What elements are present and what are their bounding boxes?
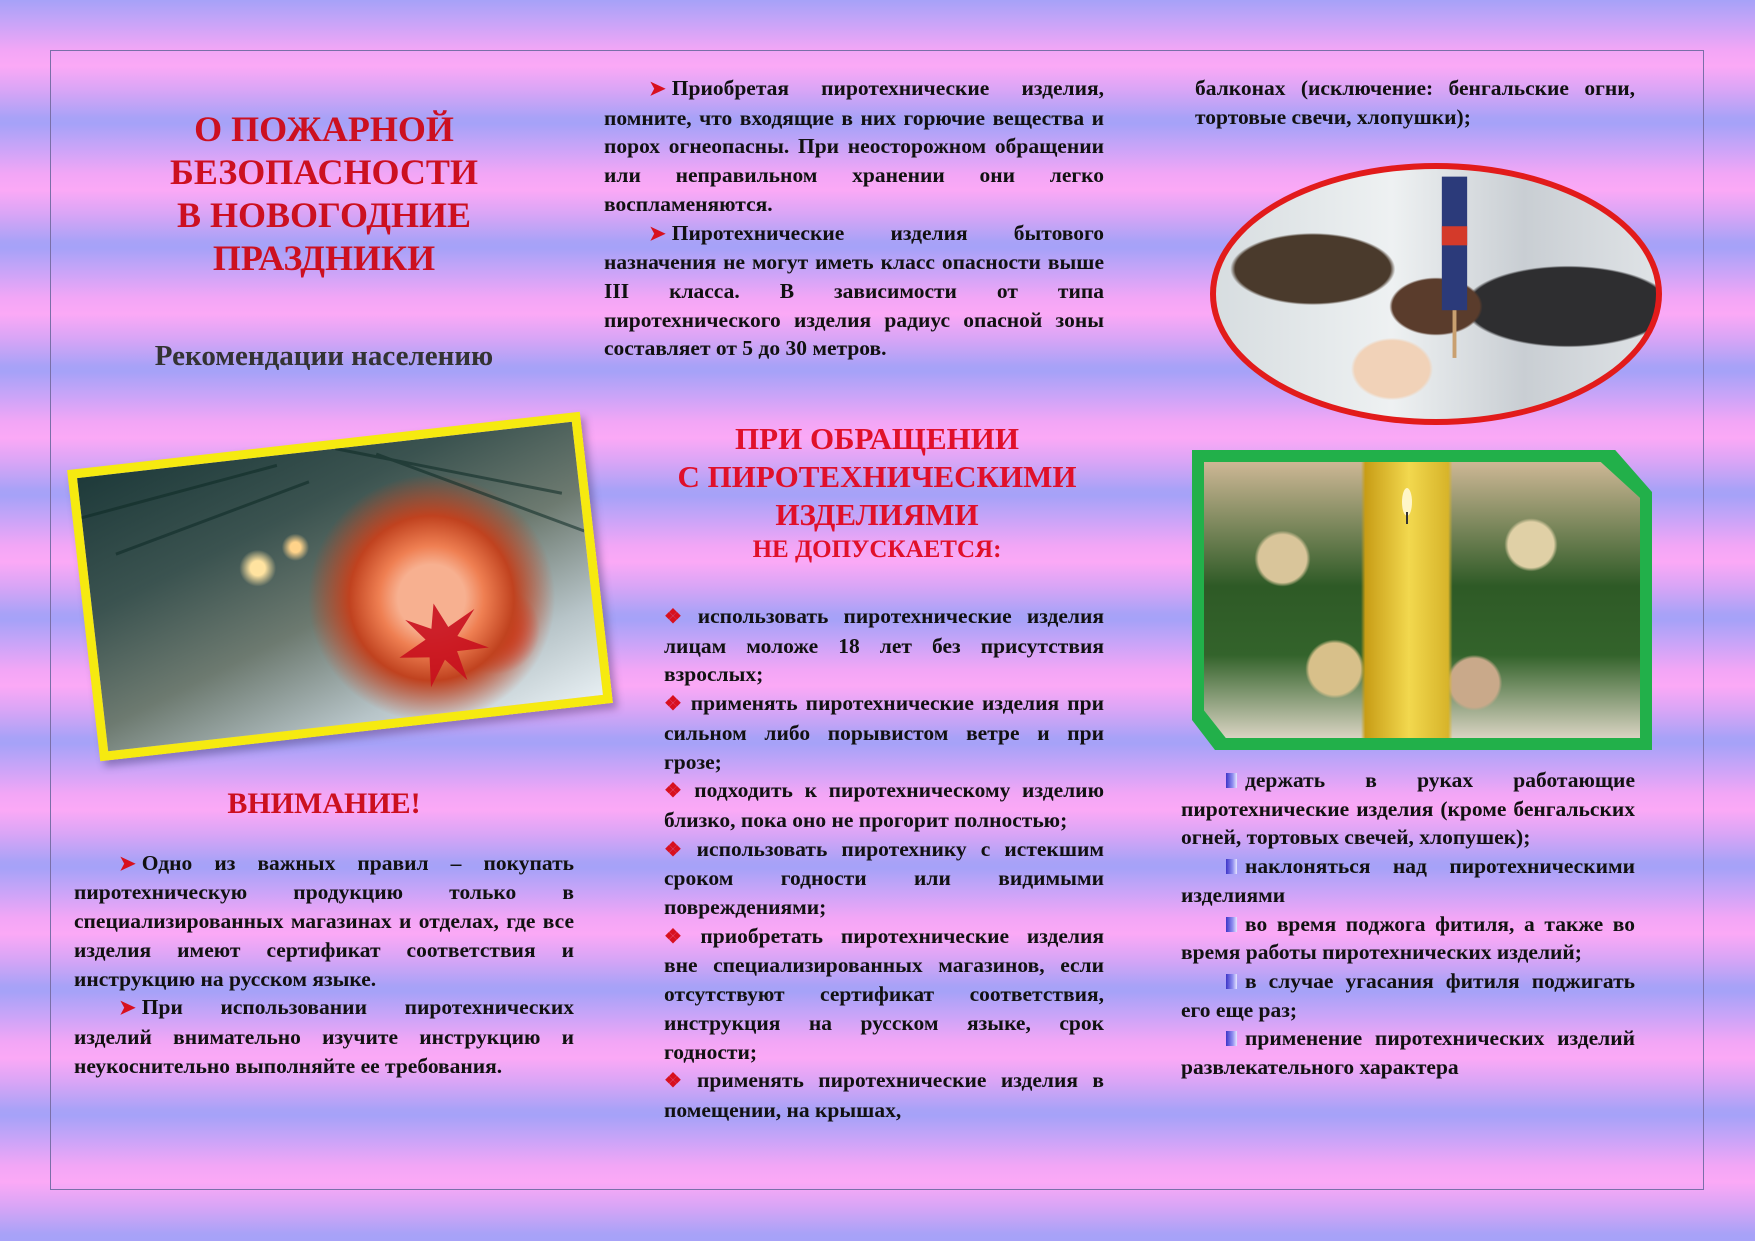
middle-column-top (604, 74, 1104, 363)
square-bullet-icon (1226, 1031, 1237, 1046)
heading-line: ПРИ ОБРАЩЕНИИ (735, 421, 1019, 456)
list-item: ❖ использовать пиротехнические изделия лицам моложе 18 лет без присутствия взрослых; (664, 604, 1104, 687)
square-bullet-icon (1226, 859, 1237, 874)
arrow-bullet-icon: ➤ (119, 852, 136, 875)
diamond-bullet-icon: ❖ (664, 693, 685, 716)
heading-line: ИЗДЕЛИЯМИ (775, 497, 979, 532)
prohibited-heading (630, 420, 1124, 566)
info-paragraph: ➤ Приобретая пиротехнические изделия, помните, что входящие в них горючие вещества и порох огнеопасны. При неосторожном обращении или неправильном хранении они легко воспламеняются. (604, 76, 1104, 216)
arrow-bullet-icon: ➤ (649, 78, 666, 100)
info-paragraph: ➤ Пиротехнические изделия бытового назначения не могут иметь класс опасности выше III класса. В зависимости от типа пиротехнического изделия радиус опасной зоны составляет от 5 до 30 метров. (604, 220, 1104, 361)
list-item: ❖ приобретать пиротехнические изделия вне специализированных магазинов, если отсутствуют сертификат соответствия, инструкция на русском языке, срок годности; (664, 923, 1104, 1064)
list-item: в случае угасания фитиля поджигать его еще раз; (1181, 968, 1635, 1022)
list-item: ❖ подходить к пиротехническому изделию близко, пока оно не прогорит полностью; (664, 778, 1104, 832)
arrow-bullet-icon: ➤ (649, 222, 666, 245)
continuation-text: балконах (исключение: бенгальские огни, тортовые свечи, хлопушки); (1195, 76, 1635, 129)
title-line: БЕЗОПАСНОСТИ (170, 152, 478, 192)
diamond-bullet-icon: ❖ (664, 606, 692, 628)
list-item: ❖ применять пиротехнические изделия при сильном либо порывистом ветре и при грозе; (664, 691, 1104, 774)
list-item: наклоняться над пиротехническими изделиями (1181, 854, 1635, 907)
list-item: держать в руках работающие пиротехнические изделия (кроме бенгальских огней, тортовых свечей, хлопушек); (1181, 768, 1635, 850)
fireworks-photo (1210, 163, 1662, 425)
heading-line: С ПИРОТЕХНИЧЕСКИМИ (677, 459, 1077, 494)
title-line: В НОВОГОДНИЕ (176, 195, 472, 235)
square-bullet-icon (1226, 773, 1237, 788)
right-column-top (1195, 74, 1635, 131)
square-bullet-icon (1226, 974, 1237, 989)
arrow-bullet-icon: ➤ (119, 997, 136, 1020)
ornament-star-icon (77, 422, 603, 752)
title-line: О ПОЖАРНОЙ (194, 109, 454, 149)
diamond-bullet-icon: ❖ (664, 838, 691, 861)
rule-paragraph: ➤ При использовании пиротехнических изделий внимательно изучите инструкцию и неукоснительно выполняйте ее требования. (74, 995, 574, 1078)
diamond-bullet-icon: ❖ (664, 925, 695, 948)
heading-sub: НЕ ДОПУСКАЕТСЯ: (752, 536, 1002, 563)
square-bullet-icon (1226, 917, 1237, 932)
brochure-subtitle: Рекомендации населению (154, 340, 494, 372)
left-column-lower (74, 787, 574, 1080)
firework-rocket-icon (1216, 169, 1656, 419)
prohibited-list (664, 602, 1104, 1125)
diamond-bullet-icon: ❖ (664, 1070, 691, 1093)
list-item: ❖ применять пиротехнические изделия в помещении, на крышах, (664, 1068, 1104, 1122)
candle-flame-icon (1204, 462, 1640, 738)
list-item: применение пиротехнических изделий развлекательного характера (1181, 1026, 1635, 1080)
ornament-photo (67, 412, 613, 762)
candle-photo (1192, 450, 1652, 750)
left-column (74, 100, 574, 371)
attention-heading: ВНИМАНИЕ! (227, 787, 421, 820)
right-list (1181, 766, 1635, 1082)
diamond-bullet-icon: ❖ (664, 780, 689, 803)
list-item: ❖ использовать пиротехнику с истекшим сроком годности или видимыми повреждениями; (664, 836, 1104, 920)
rule-paragraph: ➤ Одно из важных правил – покупать пиротехническую продукцию только в специализированных магазинах и отделах, где все изделия имеют сертификат соответствия и инструкцию на русском языке. (74, 850, 574, 991)
title-line: ПРАЗДНИКИ (212, 238, 436, 278)
list-item: во время поджога фитиля, а также во время работы пиротехнических изделий; (1181, 911, 1635, 965)
brochure-title (74, 108, 574, 280)
